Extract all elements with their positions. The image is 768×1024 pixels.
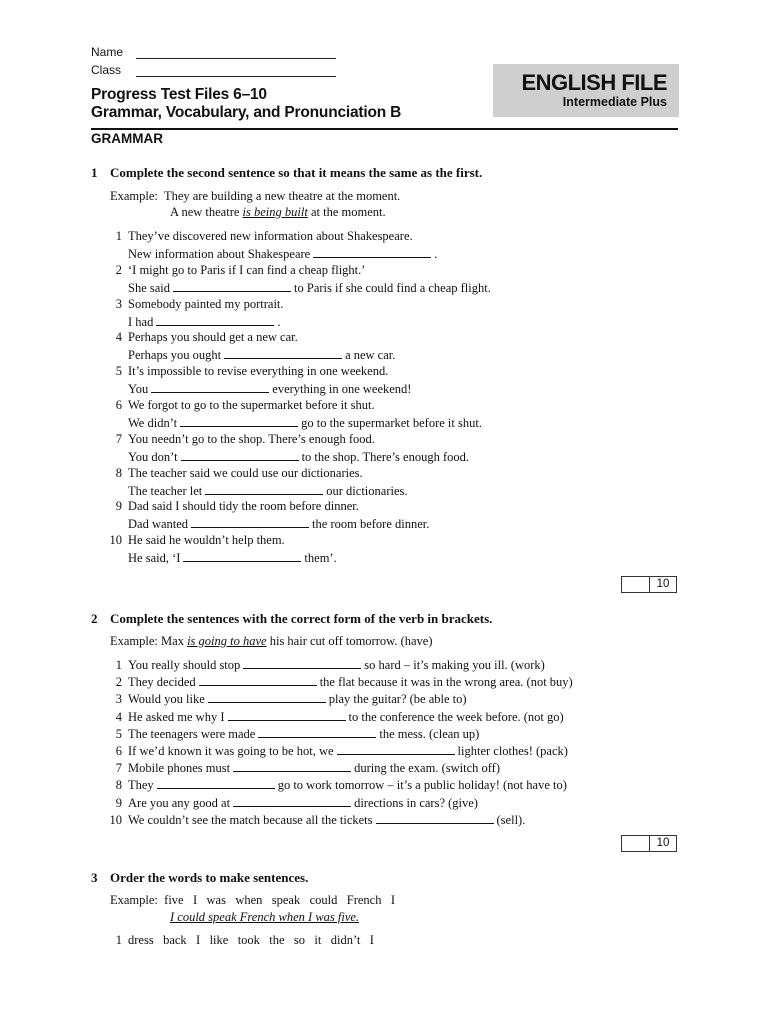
q1-answer-blank[interactable]: [205, 483, 323, 495]
q2-answer-blank[interactable]: [233, 795, 351, 807]
q1-answer-blank[interactable]: [183, 550, 301, 562]
q1-item-number: 5: [115, 364, 122, 379]
q3-item: [100, 933, 680, 948]
q3-instruction: Order the words to make sentences.: [110, 870, 309, 885]
q1-item-rewrite: [128, 314, 280, 330]
q2-item-suffix: so hard – it’s making you ill. (work): [364, 658, 545, 672]
test-title: Progress Test Files 6–10: [91, 86, 267, 103]
q1-item-number: 4: [115, 330, 122, 345]
q1-item: [100, 533, 680, 548]
q2-item-number: 8: [115, 778, 122, 793]
q3-number: 3: [91, 870, 98, 885]
q2-item-suffix: play the guitar? (be able to): [328, 692, 467, 707]
q2-answer-blank[interactable]: [258, 726, 376, 738]
q1-item-prefix: He said, ‘I: [128, 551, 181, 566]
q3-example-answer-line: [170, 910, 359, 925]
q1-item-prefix: I had: [128, 314, 154, 329]
q1-item: [100, 297, 680, 312]
q1-item-prefix: You don’t: [128, 449, 178, 464]
q3-example-label: Example:: [110, 893, 158, 907]
q2-item-prefix: You really should stop: [128, 658, 241, 672]
q1-example-label: Example:: [110, 189, 158, 203]
q1-item-suffix: .: [434, 247, 438, 261]
logo-sub-text: Intermediate Plus: [562, 95, 667, 109]
q2-item-number: 5: [115, 726, 122, 741]
q2-answer-blank[interactable]: [157, 777, 275, 789]
q1-item-suffix: them’.: [304, 551, 337, 566]
q2-item-number: 1: [115, 658, 122, 672]
q1-item: [100, 398, 680, 413]
q1-item-sentence: It’s impossible to revise everything in one weekend.: [128, 364, 389, 379]
q1-item-rewrite: [128, 246, 437, 262]
q2-item: [100, 691, 680, 707]
q2-item-suffix: lighter clothes! (pack): [457, 744, 568, 758]
q2-answer-blank[interactable]: [337, 743, 455, 755]
q1-answer-blank[interactable]: [181, 449, 299, 461]
q1-item-prefix: You: [128, 382, 149, 397]
q3-item-words: dress back I like took the so it didn’t I: [128, 933, 374, 947]
q1-item-prefix: New information about Shakespeare: [128, 247, 311, 261]
q2-item: [100, 657, 680, 673]
q1-item-number: 3: [115, 296, 122, 311]
q2-item-number: 6: [115, 744, 122, 758]
q1-score-total: 10: [656, 578, 670, 590]
q2-item-prefix: They decided: [128, 675, 196, 690]
name-field[interactable]: [136, 58, 336, 59]
q1-item-suffix: .: [277, 314, 281, 329]
q2-item-number: 4: [115, 709, 122, 724]
q2-item-prefix: Would you like: [128, 692, 205, 707]
class-label: Class: [91, 63, 122, 77]
class-field[interactable]: [136, 76, 336, 77]
q2-item: [100, 760, 680, 776]
q1-item-sentence: We forgot to go to the supermarket before it shut.: [128, 398, 375, 412]
q2-item-suffix: (sell).: [496, 812, 526, 827]
q2-answer-blank[interactable]: [208, 691, 326, 703]
q1-item-number: 6: [115, 398, 122, 412]
q1-item-number: 2: [115, 262, 122, 277]
q1-item-number: 8: [115, 465, 122, 480]
q1-item-suffix: to the shop. There’s enough food.: [301, 449, 470, 464]
q2-answer-blank[interactable]: [233, 760, 351, 772]
q1-item-rewrite: [128, 550, 337, 566]
q2-item-suffix: directions in cars? (give): [354, 795, 478, 810]
q2-item-prefix: The teenagers were made: [128, 726, 256, 741]
english-file-logo: [493, 64, 679, 117]
q2-score-input[interactable]: [622, 836, 650, 851]
q2-example-label: Example:: [110, 634, 158, 648]
q2-item-prefix: They: [128, 778, 154, 793]
q2-item: [100, 709, 680, 725]
q2-item: [100, 674, 680, 690]
q1-item-number: 1: [115, 229, 122, 243]
q2-item-prefix: Are you any good at: [128, 795, 231, 810]
q2-item: [100, 777, 680, 793]
q1-item-sentence: You needn’t go to the shop. There’s enough food.: [128, 431, 375, 446]
q1-item-sentence: Somebody painted my portrait.: [128, 296, 284, 311]
q1-example-pre: A new theatre: [170, 205, 243, 219]
q1-item-number: 7: [115, 431, 122, 446]
q2-item: [100, 743, 680, 759]
header-rule: [91, 128, 678, 130]
name-label: Name: [91, 45, 124, 59]
q1-item: [100, 229, 680, 244]
q1-item: [100, 263, 680, 278]
q2-item-number: 2: [115, 675, 122, 690]
q1-answer-blank[interactable]: [151, 381, 269, 393]
q1-item: [100, 466, 680, 481]
q1-item: [100, 364, 680, 379]
q1-item-rewrite: [128, 347, 395, 363]
q1-item-prefix: Dad wanted: [128, 517, 189, 532]
q2-item-suffix: go to work tomorrow – it’s a public holiday! (not have to): [277, 778, 567, 793]
q2-score-box: [621, 835, 677, 852]
q1-item: [100, 330, 680, 345]
q1-example-line1: They are building a new theatre at the moment.: [163, 189, 401, 203]
q3-example-words: five I was when speak could French I: [164, 893, 395, 907]
q1-example: [110, 189, 400, 204]
q2-answer-blank[interactable]: [199, 674, 317, 686]
q1-answer-blank[interactable]: [173, 280, 291, 292]
q3-heading: [91, 870, 308, 886]
q1-item-sentence: They’ve discovered new information about Shakespeare.: [128, 229, 413, 243]
q1-item-sentence: The teacher said we could use our dictionaries.: [128, 465, 363, 480]
q1-item-prefix: We didn’t: [128, 416, 178, 430]
q2-item-prefix: If we’d known it was going to be hot, we: [128, 744, 334, 758]
q1-item-number: 9: [115, 499, 122, 514]
q1-item-suffix: a new car.: [345, 348, 396, 363]
q1-item-rewrite: [128, 381, 411, 397]
q1-item-sentence: He said he wouldn’t help them.: [128, 533, 285, 548]
q1-answer-blank[interactable]: [156, 314, 274, 326]
q3-item-number: 1: [115, 933, 122, 947]
q2-item-suffix: during the exam. (switch off): [354, 761, 501, 776]
section-heading: GRAMMAR: [91, 131, 163, 146]
q2-item-number: 10: [109, 812, 122, 827]
q2-answer-blank[interactable]: [228, 709, 346, 721]
q3-example: [110, 893, 395, 908]
q3-example-answer: I could speak French when I was five.: [170, 910, 360, 924]
q1-item-rewrite: [128, 483, 408, 499]
q1-answer-blank[interactable]: [224, 347, 342, 359]
q1-score-input[interactable]: [622, 577, 650, 592]
q1-example-answer-line: [170, 205, 386, 220]
q2-item-suffix: the mess. (clean up): [379, 726, 480, 741]
q2-example-pre: Max: [161, 634, 188, 648]
q1-item-sentence: Dad said I should tidy the room before dinner.: [128, 499, 359, 514]
q2-example-post: his hair cut off tomorrow. (have): [266, 634, 433, 648]
q1-item-rewrite: [128, 449, 469, 465]
q2-number: 2: [91, 611, 98, 626]
q1-item-sentence: ‘I might go to Paris if I can find a cheap flight.’: [128, 262, 366, 277]
q1-example-post: at the moment.: [307, 205, 386, 219]
q2-item-suffix: the flat because it was in the wrong area. (not buy): [319, 675, 573, 690]
q2-item-prefix: He asked me why I: [128, 709, 225, 724]
q1-instruction: Complete the second sentence so that it means the same as the first.: [110, 165, 483, 180]
q1-item-rewrite: [128, 516, 429, 532]
q1-item-rewrite: [128, 280, 491, 296]
q2-item-prefix: Mobile phones must: [128, 761, 231, 776]
q1-item-suffix: everything in one weekend!: [272, 382, 412, 397]
q1-heading: [91, 165, 482, 181]
logo-main-text: ENGLISH FILE: [521, 70, 667, 95]
q1-example-answer: is being built: [242, 205, 308, 219]
q1-item-prefix: Perhaps you ought: [128, 348, 222, 363]
q1-item-rewrite: [128, 415, 482, 431]
q1-item-prefix: The teacher let: [128, 483, 203, 498]
q1-item-number: 10: [109, 533, 122, 548]
q2-heading: [91, 611, 492, 627]
q1-answer-blank[interactable]: [191, 516, 309, 528]
q2-item-number: 3: [115, 692, 122, 707]
q2-item: [100, 812, 680, 828]
q2-example: [110, 634, 433, 649]
q1-answer-blank[interactable]: [313, 246, 431, 258]
q2-item-suffix: to the conference the week before. (not go): [348, 709, 564, 724]
q1-score-box: [621, 576, 677, 593]
q1-item-sentence: Perhaps you should get a new car.: [128, 330, 298, 345]
q1-item-suffix: go to the supermarket before it shut.: [301, 416, 482, 430]
q1-item: [100, 499, 680, 514]
q2-item: [100, 726, 680, 742]
q2-instruction: Complete the sentences with the correct form of the verb in brackets.: [110, 611, 493, 626]
q2-answer-blank[interactable]: [243, 657, 361, 669]
q2-item: [100, 795, 680, 811]
q1-item-suffix: the room before dinner.: [312, 517, 430, 532]
q1-number: 1: [91, 165, 98, 180]
q2-item-prefix: We couldn’t see the match because all the tickets: [128, 812, 373, 827]
q1-item-suffix: our dictionaries.: [326, 483, 408, 498]
q2-item-number: 9: [115, 795, 122, 810]
q1-item: [100, 432, 680, 447]
q1-item-prefix: She said: [128, 280, 171, 295]
q2-item-number: 7: [115, 761, 122, 776]
test-subtitle: Grammar, Vocabulary, and Pronunciation B: [91, 104, 402, 121]
q1-item-suffix: to Paris if she could find a cheap flight.: [294, 280, 491, 295]
q2-answer-blank[interactable]: [376, 812, 494, 824]
q1-answer-blank[interactable]: [180, 415, 298, 427]
q2-example-answer: is going to have: [187, 634, 267, 648]
q2-score-total: 10: [656, 837, 670, 849]
